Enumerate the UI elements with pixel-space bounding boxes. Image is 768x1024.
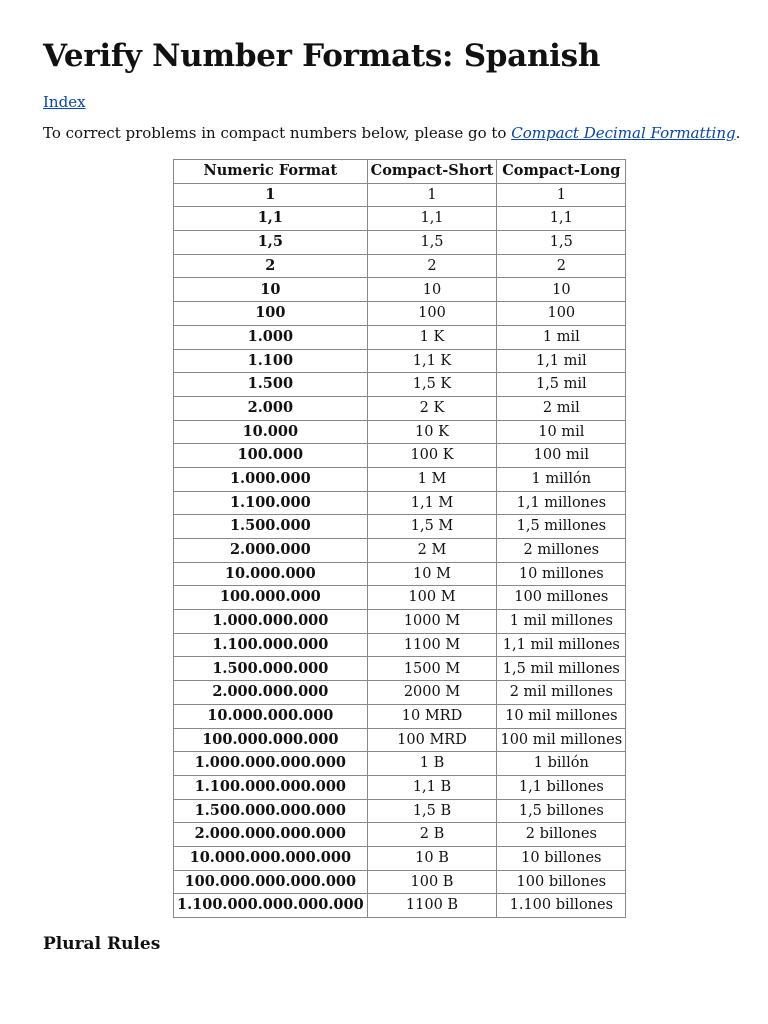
table-row: [174, 467, 626, 491]
cell-compact-short: 10 M: [367, 562, 497, 586]
table-row: [174, 349, 626, 373]
cell-compact-long: 1,5: [497, 231, 626, 255]
cell-compact-short: 1,5 M: [367, 515, 497, 539]
table-row: [174, 870, 626, 894]
cell-compact-short: 2: [367, 254, 497, 278]
cell-numeric-format: 10.000.000.000.000: [174, 846, 368, 870]
cell-compact-short: 1,1: [367, 207, 497, 231]
cell-compact-long: 100 mil millones: [497, 728, 626, 752]
cell-numeric-format: 2.000.000: [174, 539, 368, 563]
table-row: [174, 894, 626, 918]
cell-numeric-format: 1.000.000: [174, 467, 368, 491]
table-row: [174, 183, 626, 207]
cell-numeric-format: 1.100.000.000.000.000: [174, 894, 368, 918]
cell-compact-long: 1,1: [497, 207, 626, 231]
cell-compact-long: 2: [497, 254, 626, 278]
table-row: [174, 207, 626, 231]
table-row: [174, 799, 626, 823]
cell-compact-long: 2 mil millones: [497, 681, 626, 705]
cell-numeric-format: 1,1: [174, 207, 368, 231]
cell-numeric-format: 100.000.000.000.000: [174, 870, 368, 894]
cell-compact-long: 1 millón: [497, 467, 626, 491]
cell-numeric-format: 10.000: [174, 420, 368, 444]
cell-compact-long: 1,1 millones: [497, 491, 626, 515]
cell-compact-long: 100 billones: [497, 870, 626, 894]
cell-compact-short: 1: [367, 183, 497, 207]
table-body: [174, 183, 626, 917]
cell-compact-short: 1100 M: [367, 633, 497, 657]
cell-numeric-format: 100.000: [174, 444, 368, 468]
cell-compact-short: 1,1 B: [367, 775, 497, 799]
cell-compact-short: 1 K: [367, 325, 497, 349]
table-row: [174, 823, 626, 847]
cell-compact-long: 2 billones: [497, 823, 626, 847]
cell-compact-short: 100 B: [367, 870, 497, 894]
cell-compact-short: 10: [367, 278, 497, 302]
cell-compact-short: 100 M: [367, 586, 497, 610]
cell-compact-short: 10 B: [367, 846, 497, 870]
intro-text-end: .: [735, 124, 741, 142]
cell-compact-short: 2 M: [367, 539, 497, 563]
cell-compact-short: 10 MRD: [367, 704, 497, 728]
table-row: [174, 728, 626, 752]
cell-numeric-format: 1.100.000.000: [174, 633, 368, 657]
cell-compact-short: 1,5: [367, 231, 497, 255]
cell-compact-long: 1,5 mil: [497, 373, 626, 397]
cell-compact-long: 1,5 mil millones: [497, 657, 626, 681]
table-row: [174, 562, 626, 586]
cell-compact-short: 100: [367, 302, 497, 326]
cell-numeric-format: 1.100.000.000.000: [174, 775, 368, 799]
cell-numeric-format: 1.500: [174, 373, 368, 397]
table-row: [174, 752, 626, 776]
cell-numeric-format: 1.100.000: [174, 491, 368, 515]
cell-compact-long: 1,1 mil millones: [497, 633, 626, 657]
cell-compact-long: 1: [497, 183, 626, 207]
cell-numeric-format: 10.000.000.000: [174, 704, 368, 728]
cell-numeric-format: 1: [174, 183, 368, 207]
cell-compact-long: 10: [497, 278, 626, 302]
table-row: [174, 278, 626, 302]
cell-compact-long: 1,5 billones: [497, 799, 626, 823]
plural-rules-heading: Plural Rules: [43, 934, 161, 954]
table-row: [174, 373, 626, 397]
cell-numeric-format: 1.500.000: [174, 515, 368, 539]
header-compact-short: Compact-Short: [367, 160, 497, 184]
cell-numeric-format: 2.000.000.000: [174, 681, 368, 705]
cell-compact-short: 1000 M: [367, 610, 497, 634]
cell-compact-long: 1,5 millones: [497, 515, 626, 539]
cell-numeric-format: 1,5: [174, 231, 368, 255]
table-row: [174, 681, 626, 705]
cell-compact-short: 1,1 M: [367, 491, 497, 515]
cell-compact-short: 2 B: [367, 823, 497, 847]
cell-compact-short: 2000 M: [367, 681, 497, 705]
cell-compact-short: 10 K: [367, 420, 497, 444]
cell-numeric-format: 1.000.000.000.000: [174, 752, 368, 776]
cell-compact-long: 1,1 mil: [497, 349, 626, 373]
cell-numeric-format: 1.000: [174, 325, 368, 349]
cell-compact-long: 10 billones: [497, 846, 626, 870]
table-row: [174, 444, 626, 468]
table-row: [174, 396, 626, 420]
cell-compact-short: 1,1 K: [367, 349, 497, 373]
cell-compact-long: 100 mil: [497, 444, 626, 468]
cell-compact-long: 1,1 billones: [497, 775, 626, 799]
cell-numeric-format: 1.500.000.000.000: [174, 799, 368, 823]
cell-compact-short: 1 M: [367, 467, 497, 491]
cell-compact-short: 1 B: [367, 752, 497, 776]
compact-decimal-formatting-link[interactable]: Compact Decimal Formatting: [511, 124, 736, 142]
cell-compact-short: 2 K: [367, 396, 497, 420]
cell-compact-long: 1 billón: [497, 752, 626, 776]
cell-compact-short: 1,5 K: [367, 373, 497, 397]
index-link[interactable]: Index: [43, 93, 86, 111]
cell-compact-short: 100 K: [367, 444, 497, 468]
table-row: [174, 657, 626, 681]
table-row: [174, 420, 626, 444]
cell-numeric-format: 100.000.000.000: [174, 728, 368, 752]
cell-numeric-format: 1.500.000.000: [174, 657, 368, 681]
page-title: Verify Number Formats: Spanish: [43, 38, 601, 74]
cell-compact-long: 100 millones: [497, 586, 626, 610]
table-row: [174, 254, 626, 278]
cell-compact-short: 1,5 B: [367, 799, 497, 823]
cell-compact-long: 10 mil: [497, 420, 626, 444]
header-numeric-format: Numeric Format: [174, 160, 368, 184]
cell-compact-long: 10 millones: [497, 562, 626, 586]
cell-compact-long: 2 millones: [497, 539, 626, 563]
table-row: [174, 539, 626, 563]
header-compact-long: Compact-Long: [497, 160, 626, 184]
cell-compact-long: 1 mil millones: [497, 610, 626, 634]
table-row: [174, 302, 626, 326]
table-row: [174, 704, 626, 728]
number-formats-table: [173, 159, 626, 918]
cell-compact-long: 10 mil millones: [497, 704, 626, 728]
table-row: [174, 491, 626, 515]
cell-numeric-format: 2: [174, 254, 368, 278]
intro-paragraph: [43, 124, 740, 142]
cell-numeric-format: 1.100: [174, 349, 368, 373]
cell-compact-short: 1500 M: [367, 657, 497, 681]
table-row: [174, 610, 626, 634]
cell-numeric-format: 100: [174, 302, 368, 326]
table-row: [174, 633, 626, 657]
cell-numeric-format: 2.000: [174, 396, 368, 420]
table-row: [174, 325, 626, 349]
cell-numeric-format: 100.000.000: [174, 586, 368, 610]
table-row: [174, 775, 626, 799]
table-row: [174, 846, 626, 870]
table-row: [174, 586, 626, 610]
cell-compact-short: 1100 B: [367, 894, 497, 918]
cell-numeric-format: 10: [174, 278, 368, 302]
cell-numeric-format: 2.000.000.000.000: [174, 823, 368, 847]
table-row: [174, 231, 626, 255]
intro-text: To correct problems in compact numbers below, please go to: [43, 124, 512, 142]
cell-numeric-format: 1.000.000.000: [174, 610, 368, 634]
cell-compact-long: 2 mil: [497, 396, 626, 420]
table-row: [174, 515, 626, 539]
cell-compact-short: 100 MRD: [367, 728, 497, 752]
table-header-row: [174, 160, 626, 184]
cell-compact-long: 100: [497, 302, 626, 326]
cell-numeric-format: 10.000.000: [174, 562, 368, 586]
cell-compact-long: 1 mil: [497, 325, 626, 349]
cell-compact-long: 1.100 billones: [497, 894, 626, 918]
